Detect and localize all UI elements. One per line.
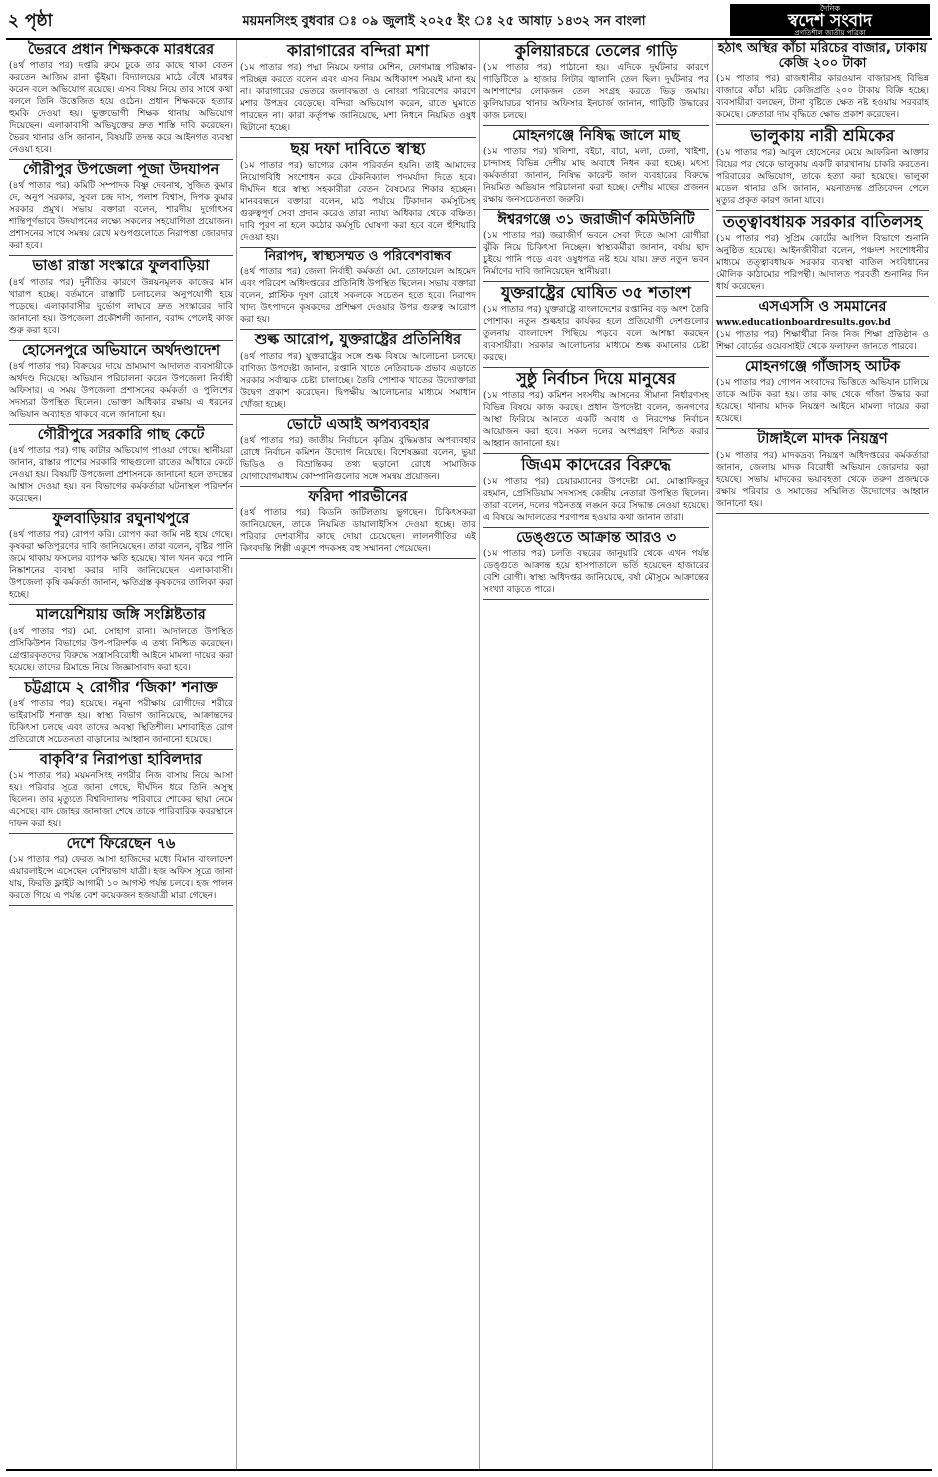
article-headline[interactable]: তত্ত্বাবধায়ক সরকার বাতিলসহ	[722, 212, 923, 231]
article-headline[interactable]: ডেঙ্গুতে আক্রান্ত আরও ৩	[515, 530, 677, 547]
news-article	[483, 40, 709, 126]
news-article	[483, 282, 709, 368]
article-body: (১ম পাতার পর) কমিশন সংসদীয় আসনের সীমানা নির্ধারণসহ বিভিন্ন বিষয়ে কাজ করছে। প্রধান উপদেষ্টা বলেন, জনগণের আস্থা ফিরিয়ে আনতে একটি অবাধ ও নিরপেক্ষ নির্বাচন আয়োজন করা হবে। সকল দলের অংশগ্রহণ নিশ্চিত করার আহ্বান জানানো হয়।	[483, 391, 709, 450]
brand-name: স্বদেশ সংবাদ	[788, 11, 872, 31]
article-body: (১ম পাতার পর) ফেরত আসা হাজিদের মধ্যে বিমান বাংলাদেশ এয়ারলাইন্সে এসেছেন বেশিরভাগ যাত্রী। হজ অফিস সূত্রে জানা যায়, ফিরতি ফ্লাইট আগামী ১০ আগস্ট পর্যন্ত চলবে। হজ পালন করতে গিয়ে এ পর্যন্ত বেশ কয়েকজন হজযাত্রী মারা গেছেন।	[9, 855, 233, 902]
article-headline[interactable]: কুলিয়ারচরে তেলের গাড়ি	[514, 41, 678, 60]
article-headline[interactable]: নিরাপদ, স্বাস্থ্যসম্মত ও পরিবেশবান্ধব	[264, 248, 452, 264]
column-3	[480, 40, 713, 1471]
news-article	[716, 429, 929, 513]
article-headline[interactable]: টাঙ্গাইলে মাদক নিয়ন্ত্রণ	[757, 431, 888, 448]
article-body: (৪র্থ পাতার পর) রোপণ করি। রোপণ করা জমি নষ্ট হয়ে গেছে। কৃষকরা ক্ষতিপূরণের দাবি জানিয়েছেন। তারা বলেন, বৃষ্টির পানি জমে থাকায় ফসলের ব্যাপক ক্ষতি হয়েছে। খাল খনন করে পানি নিষ্কাশনের ব্যবস্থা করার দাবি জানিয়েছেন এলাকাবাসী। উপজেলা কৃষি কর্মকর্তা জানান, ক্ষতিগ্রস্ত কৃষকদের তালিকা করা হচ্ছে।	[9, 530, 233, 601]
article-headline[interactable]: ঈশ্বরগঞ্জে ৩১ জরাজীর্ণ কমিউনিটি	[497, 212, 695, 229]
article-body: (১ম পাতার পর) খলিশা, বইচা, বাচা, মলা, ঢেলা, খাইশা, চান্দাসহ বিভিন্ন দেশীয় মাছ অবাধে নিধন করা হচ্ছে। মৎস্য কর্মকর্তারা জানান, নিষিদ্ধ কারেন্ট জাল ব্যবহারের বিরুদ্ধে নিয়মিত অভিযান পরিচালনা করা হচ্ছে। দেশীয় মাছের প্রজনন রক্ষায় জনসচেতনতা জরুরি।	[483, 147, 709, 206]
brand-tagline: প্রগতিশীল জাতীয় পত্রিকা	[794, 29, 866, 37]
article-headline[interactable]: গৌরীপুর উপজেলা পূজা উদযাপন	[22, 162, 220, 179]
article-body: (৪র্থ পাতার পর) মো. সোহাগ রানা। আদালতে উপস্থিত প্রসিকিউশন বিভাগের উপ-পরিদর্শক এ তথ্য নিশ্চিত করেছেন। গ্রেপ্তারকৃতদের বিরুদ্ধে সন্ত্রাসবিরোধী আইনে মামলা দায়ের করা হয়েছে। তাদের রিমান্ডে নিয়ে জিজ্ঞাসাবাদ করা হবে।	[9, 626, 233, 673]
article-body: (৪র্থ পাতার পর) যুক্তরাষ্ট্রের সঙ্গে শুল্ক বিষয়ে আলোচনা চলছে। বাণিজ্য উপদেষ্টা জানান, রপ্তানি খাতে নেতিবাচক প্রভাব এড়াতে সরকার সর্বাত্মক চেষ্টা চালাচ্ছে। তৈরি পোশাক খাতের উদ্যোক্তারা উদ্বেগ প্রকাশ করেছেন। দ্বিপক্ষীয় আলোচনার মাধ্যমে সমাধান খোঁজা হচ্ছে।	[240, 351, 476, 410]
news-article	[240, 248, 476, 331]
news-article	[240, 138, 476, 248]
news-article	[9, 750, 233, 834]
article-headline[interactable]: মোহনগঞ্জে গাঁজাসহ আটক	[744, 359, 901, 376]
article-body: (১ম পাতার পর) চলতি বছরের জানুয়ারি থেকে এখন পর্যন্ত ডেঙ্গুতে আক্রান্ত হয়ে হাসপাতালে ভর্তি হয়েছেন হাজারের বেশি রোগী। স্বাস্থ্য অধিদপ্তর জানিয়েছে, বর্ষা মৌসুমে আক্রান্তের সংখ্যা বাড়তে পারে।	[483, 549, 709, 596]
column-4	[713, 40, 932, 1471]
article-headline[interactable]: দেশে ফিরেছেন ৭৬	[66, 836, 176, 853]
brand-small: দৈনিক	[819, 4, 841, 13]
article-headline[interactable]: ভোটে এআই অপব্যবহার	[286, 416, 430, 433]
article-headline[interactable]: সুষ্ঠু নির্বাচন দিয়ে মানুষের	[516, 369, 676, 389]
news-article	[716, 40, 929, 125]
article-headline[interactable]: শুল্ক আরোপ, যুক্তরাষ্ট্রের প্রতিনিধির	[254, 332, 462, 349]
article-body: (৪র্থ পাতার পর) জাতীয় নির্বাচনে কৃত্রিম বুদ্ধিমত্তার অপব্যবহার রোধে নির্বাচন কমিশন উদ্যোগ নিয়েছে। বিশেষজ্ঞরা বলেন, ভুয়া ভিডিও ও বিভ্রান্তিকর তথ্য ছড়ানো রোধে সামাজিক যোগাযোগমাধ্যম কোম্পানিগুলোর সঙ্গে সমন্বয় প্রয়োজন।	[240, 435, 476, 482]
news-article	[716, 357, 929, 429]
news-article	[9, 40, 233, 160]
article-body: (১ম পাতার পর) সুপ্রিম কোর্টের আপিল বিভাগে শুনানি অনুষ্ঠিত হয়েছে। আইনজীবীরা বলেন, পঞ্চদশ সংশোধনীর মাধ্যমে তত্ত্বাবধায়ক সরকার ব্যবস্থা বাতিল সংবিধানের মৌলিক কাঠামোর পরিপন্থী। আদালত পরবর্তী শুনানির দিন ধার্য করেছেন।	[716, 233, 929, 292]
newspaper-logo	[730, 4, 930, 36]
result-website-link[interactable]: www.educationboardresults.gov.bd	[716, 318, 891, 329]
news-article	[483, 368, 709, 454]
article-headline[interactable]: ভাঙা রাস্তা সংস্কারে ফুলবাড়িয়া	[32, 258, 210, 275]
page-footer-rule	[6, 1469, 932, 1475]
article-body: (১ম পাতার পর) রাজধানীর কারওয়ান বাজারসহ বিভিন্ন বাজারে কাঁচা মরিচ কেজিপ্রতি ২০০ টাকায় বিক্রি হচ্ছে। ব্যবসায়ীরা বলছেন, টানা বৃষ্টিতে ক্ষেত নষ্ট হওয়ায় সরবরাহ কমেছে। ক্রেতারা দাম বৃদ্ধিতে ক্ষোভ প্রকাশ করেছেন।	[716, 74, 929, 121]
article-body: (৪র্থ পাতার পর) হয়েছে। নমুনা পরীক্ষায় রোগীদের শরীরে ভাইরাসটি শনাক্ত হয়। স্বাস্থ্য বিভাগ জানিয়েছে, আক্রান্তদের চিকিৎসা চলছে এবং তাদের অবস্থা স্থিতিশীল। মশাবাহিত রোগ প্রতিরোধে সচেতনতা বাড়ানোর আহ্বান জানানো হয়েছে।	[9, 698, 233, 745]
news-article	[9, 160, 233, 256]
article-headline[interactable]: কারাগারের বন্দিরা মশা	[286, 41, 430, 60]
news-article	[483, 126, 709, 210]
dateline: ময়মনসিংহ বুধবার ঃ ০৯ জুলাই ২০২৫ ইং ঃ ২৫ আষাঢ় ১৪৩২ সন বাংলা	[242, 14, 646, 29]
article-headline[interactable]: ফরিদা পারভীনের	[308, 488, 408, 505]
column-2	[237, 40, 480, 1471]
article-body: (১ম পাতার পর) গোপন সংবাদের ভিত্তিতে অভিযান চালিয়ে তাকে আটক করা হয়। তার কাছ থেকে গাঁজা উদ্ধার করা হয়েছে। থানায় মাদক নিয়ন্ত্রণ আইনে মামলা দায়ের করা হয়েছে।	[716, 378, 929, 425]
article-body: (৪র্থ পাতার পর) দুর্নীতির কারণে উন্নয়নমূলক কাজের মান খারাপ হচ্ছে। বর্তমানে রাস্তাটি চলাচলের অনুপযোগী হয়ে পড়েছে। এলাকাবাসীর দুর্ভোগ লাঘবে দ্রুত সংস্কারের দাবি জানানো হয়। উপজেলা প্রকৌশলী জানান, বরাদ্দ পেলেই কাজ শুরু করা হবে।	[9, 277, 233, 336]
article-body: (৪র্থ পাতার পর) গাছ কাটার অভিযোগ পাওয়া গেছে। স্থানীয়রা জানান, রাস্তার পাশের সরকারি গাছগুলো রাতের আঁধারে কেটে নেওয়া হয়। বিষয়টি উপজেলা প্রশাসনকে জানানো হলে তদন্তের আশ্বাস দেওয়া হয়। বন বিভাগের কর্মকর্তারা ঘটনাস্থল পরিদর্শন করেছেন।	[9, 446, 233, 505]
article-body: (১ম পাতার পর) মাদকদ্রব্য নিয়ন্ত্রণ অধিদপ্তরের কর্মকর্তারা জানান, জেলায় মাদক বিরোধী অভিযান জোরদার করা হয়েছে। সভায় মাদকের ভয়াবহতা থেকে তরুণ প্রজন্মকে রক্ষায় পরিবার ও সমাজের সম্মিলিত উদ্যোগের আহ্বান জানানো হয়।	[716, 450, 929, 509]
news-article	[9, 425, 233, 509]
column-1	[6, 40, 237, 1471]
article-headline[interactable]: ভালুকায় নারী শ্রমিকের	[750, 126, 895, 146]
news-article	[483, 454, 709, 528]
article-body: (১ম পাতার পর) চেয়ারম্যানের উপদেষ্টা মো. মোস্তাফিজুর রহমান, প্রেসিডিয়াম সদস্যসহ কেন্দ্রীয় নেতারা উপস্থিত ছিলেন। তারা বলেন, দলের গঠনতন্ত্র লঙ্ঘন করে সিদ্ধান্ত নেওয়া হয়েছে। এ বিষয়ে আদালতের শরণাপন্ন হওয়ার কথা জানান তারা।	[483, 477, 709, 524]
news-article	[240, 330, 476, 414]
masthead	[6, 4, 932, 40]
article-body: (৪র্থ পাতার পর) জেলা নির্বাহী কর্মকর্তা মো. তোফায়েল আহমেদ এবং পরিবেশ অধিদপ্তরের প্রতিনিধি উপস্থিত ছিলেন। সভায় বক্তারা বলেন, প্লাস্টিক দূষণ রোধে সকলকে সচেতন হতে হবে। নিরাপদ খাদ্য উৎপাদনে কৃষকদের প্রশিক্ষণ দেওয়ার উপর গুরুত্ব আরোপ করা হয়।	[240, 267, 476, 326]
page-number: ২ পৃষ্ঠা	[8, 11, 53, 31]
news-article	[240, 40, 476, 138]
news-article	[240, 415, 476, 487]
article-body: (৪র্থ পাতার পর) কিডনি জটিলতায় ভুগছেন। চিকিৎসকরা জানিয়েছেন, তাকে নিয়মিত ডায়ালাইসিস দেওয়া হচ্ছে। তার পরিবার দেশবাসীর কাছে দোয়া চেয়েছেন। লালনগীতির এই কিংবদন্তি শিল্পী একুশে পদকসহ বহু সম্মাননা পেয়েছেন।	[240, 508, 476, 555]
news-article	[9, 341, 233, 425]
article-body: (১ম পাতার পর) ভাগ্যের কোন পরিবর্তন হয়নি। তাই আমাদের নিয়োগবিধি সংশোধন করে টেকনিক্যাল পদমর্যাদা দিতে হবে। দীর্ঘদিন ধরে স্বাস্থ্য সহকারীরা বেতন বৈষম্যের শিকার হচ্ছেন। মানববন্ধনে বক্তারা বলেন, মাঠ পর্যায়ে টিকাদান কর্মসূচিসহ গুরুত্বপূর্ণ সেবা প্রদান করেও তারা ন্যায্য অধিকার থেকে বঞ্চিত। দাবি পূরণ না হলে কঠোর কর্মসূচি ঘোষণা করা হবে বলে হুঁশিয়ারি দেওয়া হয়।	[240, 160, 476, 243]
news-article	[9, 678, 233, 750]
news-article	[9, 605, 233, 677]
news-article	[716, 297, 929, 357]
news-article	[240, 487, 476, 559]
news-article	[9, 256, 233, 340]
article-headline[interactable]: ভৈরবে প্রধান শিক্ষককে মারধরের	[27, 42, 215, 58]
article-body: (১ম পাতার পর) জরাজীর্ণ ভবনে সেবা দিতে আসা রোগীরা ঝুঁকি নিয়ে চিকিৎসা নিচ্ছেন। স্বাস্থ্যকর্মীরা জানান, বর্ষায় ছাদ চুইয়ে পানি পড়ে এবং ওষুধপত্র নষ্ট হয়ে যায়। দ্রুত নতুন ভবন নির্মাণের দাবি জানিয়েছেন স্থানীয়রা।	[483, 231, 709, 278]
news-article	[716, 125, 929, 211]
article-body: (৪র্থ পাতার পর) কমিটি সম্পাদক বিষ্ণু দেবনাথ, সুজিত কুমার দে, অনুপ সরকার, সুবল চন্দ্র দাস, পলাশ বিশ্বাস, দিপক কুমার সরকার প্রমুখ। সভায় বক্তারা বলেন, শারদীয় দুর্গোৎসব শান্তিপূর্ণভাবে উদযাপনের লক্ষ্যে সকলের সহযোগিতা প্রয়োজন। প্রশাসনের সাথে সমন্বয় রেখে মণ্ডপগুলোতে নিরাপত্তা জোরদার করা হবে।	[9, 181, 233, 252]
article-headline[interactable]: চট্টগ্রামে ২ রোগীর ‘জিকা’ শনাক্ত	[24, 679, 218, 696]
article-headline[interactable]: জিএম কাদেরের বিরুদ্ধে	[521, 455, 671, 475]
article-body: (১ম পাতার পর) ময়মনসিংহ নগরীর নিজ বাসায় নিয়ে আসা হয়। পরিবার সূত্রে জানা গেছে, দীর্ঘদিন ধরে তিনি অসুস্থ ছিলেন। তার মৃত্যুতে বিশ্ববিদ্যালয় পরিবারে শোকের ছায়া নেমে এসেছে। বাদ জোহর জানাজা শেষে তাকে পারিবারিক কবরস্থানে দাফন করা হয়।	[9, 771, 233, 830]
news-article	[9, 834, 233, 906]
article-body: (১ম পাতার পর) শিক্ষার্থীরা নিজ নিজ শিক্ষা প্রতিষ্ঠান ও শিক্ষা বোর্ডের ওয়েবসাইট থেকে ফলাফল জানতে পারবে।	[716, 330, 929, 353]
article-headline[interactable]: মালয়েশিয়ায় জঙ্গি সংশ্লিষ্টতার	[36, 607, 206, 624]
columns	[6, 40, 932, 1471]
article-headline[interactable]: ফুলবাড়িয়ার রঘুনাথপুরে	[52, 511, 190, 528]
article-body: (১ম পাতার পর) যুক্তরাষ্ট্রে বাংলাদেশের রপ্তানির বড় অংশ তৈরি পোশাক। নতুন শুল্কহার কার্যকর হলে প্রতিযোগী দেশগুলোর তুলনায় বাংলাদেশ পিছিয়ে পড়বে বলে আশঙ্কা করছেন ব্যবসায়ীরা। সরকার আলোচনার মাধ্যমে শুল্ক কমানোর চেষ্টা করছে।	[483, 305, 709, 364]
article-headline[interactable]: মোহনগঞ্জে নিষিদ্ধ জালে মাছ	[512, 127, 680, 144]
article-body: (১ম পাতার পর) পদ্মা নিয়মে ফগার মেশিন, ফোগমান্ত্র পরিষ্কার-পরিচ্ছন্ন করতে বলেন এবং এসব নিয়ম অধিকাংশ সময়ই মানা হয় না। কারাগারের ভেতরে জলাবদ্ধতা ও নোংরা পরিবেশের কারণে মশার উপদ্রব বেড়েছে। বন্দিরা অভিযোগ করেন, রাতে ঘুমাতে পারছেন না। কারা কর্তৃপক্ষ জানিয়েছে, মশা নিধনে নিয়মিত ওষুধ ছিটানো হচ্ছে।	[240, 62, 476, 133]
news-article	[716, 211, 929, 297]
article-headline[interactable]: যুক্তরাষ্ট্রের ঘোষিত ৩৫ শতাংশ	[500, 283, 691, 303]
news-article	[483, 210, 709, 282]
article-body: (৪র্থ পাতার পর) বিক্রয়ের দায়ে ভ্রাম্যমাণ আদালত ব্যবসায়ীকে অর্থদণ্ড দিয়েছে। অভিযান পরিচালনা করেন উপজেলা নির্বাহী অফিসার। এ সময় উপজেলা প্রশাসনের কর্মকর্তা ও পুলিশের সদস্যরা উপস্থিত ছিলেন। ভোক্তা অধিকার রক্ষায় এ ধরনের অভিযান অব্যাহত থাকবে বলে জানানো হয়।	[9, 361, 233, 420]
news-article	[9, 509, 233, 605]
article-body: (৪র্থ পাতার পর) দপ্তরি রুমে ঢুকে তার কাছে থাকা বেতন করতেন আজিম রানা ভূঁইয়া। বিদ্যালয়ের মাঠে বেঁধে মারধর করেন বলে অভিযোগ রয়েছে। এসব বিষয় নিয়ে তার সাথে কথা বললে তিনি উত্তেজিত হয়ে ওঠেন। প্রধান শিক্ষককে হত্যার হুমকি দেওয়া হয়। ভুক্তভোগী শিক্ষক থানায় অভিযোগ দিয়েছেন। এলাকাবাসী অভিযুক্তের দ্রুত শাস্তি দাবি করেছেন। ভৈরব থানার ওসি জানান, বিষয়টি তদন্ত করে আইনগত ব্যবস্থা নেওয়া হবে।	[9, 61, 233, 156]
article-headline[interactable]: গৌরীপুরে সরকারি গাছ কেটে	[37, 426, 205, 443]
article-body: (১ম পাতার পর) পাঠানো হয়। এদিকে দুর্ঘটনার কারণে গাড়িটিতে ৯ হাজার লিটার জ্বালানি তেল ছিল। দুর্ঘটনার পর আশপাশের লোকজন তেল সংগ্রহ করতে ভিড় জমায়। কুলিয়ারচর থানার অফিসার ইনচার্জ জানান, গাড়িটি উদ্ধারের কাজ চলছে।	[483, 62, 709, 121]
article-headline[interactable]: হোসেনপুরে অভিযানে অর্থদণ্ডাদেশ	[21, 342, 221, 359]
article-headline[interactable]: এসএসসি ও সমমানের	[758, 298, 887, 315]
article-headline[interactable]: হঠাৎ অস্থির কাঁচা মরিচের বাজার, ঢাকায় কেজি ২০০ টাকা	[717, 41, 928, 71]
article-headline[interactable]: বাকৃবি’র নিরাপত্তা হাবিলদার	[39, 751, 203, 768]
article-headline[interactable]: ছয় দফা দাবিতে স্বাস্থ্য	[290, 138, 426, 158]
news-article	[483, 528, 709, 600]
article-body: (১ম পাতার পর) আবুল হোসেনের মেয়ে আফরিনা আক্তার বিয়ের পর থেকে ভালুকায় একটি কারখানায় চাকরি করতেন। পরিবারের অভিযোগ, তাকে হত্যা করা হয়েছে। ভালুকা মডেল থানার ওসি জানান, ময়নাতদন্ত প্রতিবেদন পেলে মৃত্যুর প্রকৃত কারণ জানা যাবে।	[716, 148, 929, 206]
